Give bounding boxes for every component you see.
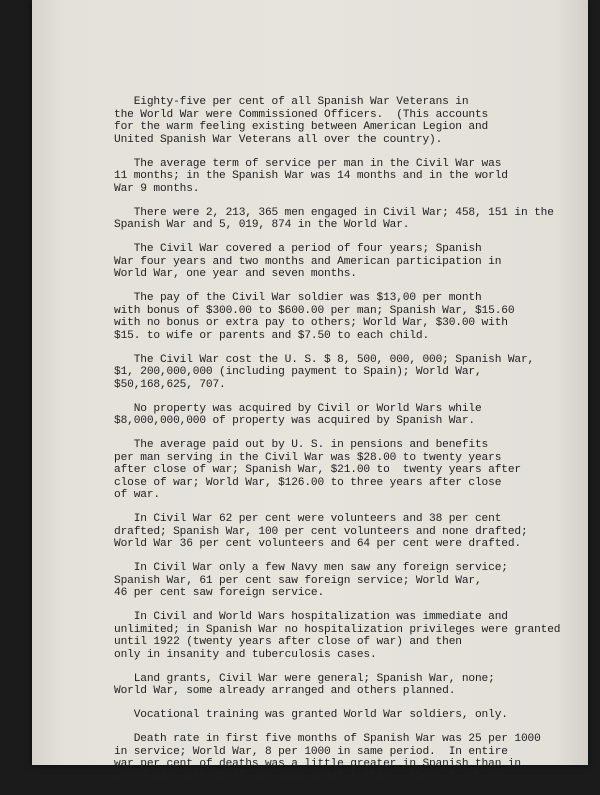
text-line: The pay of the Civil War soldier was $13,00 per month xyxy=(114,292,482,304)
text-line: The average paid out by U. S. in pensions and benefits xyxy=(114,439,489,451)
paragraph xyxy=(114,513,570,551)
text-line: Eighty-five per cent of all Spanish War Veterans in xyxy=(114,96,469,108)
text-line: War four years and two months and American participation in xyxy=(114,255,502,268)
text-line: only in insanity and tuberculosis cases. xyxy=(114,648,377,661)
text-line: with no bonus or extra pay to others; World War, $30.00 with xyxy=(114,317,508,329)
text-line: World War with Civil War much greater than either of others. xyxy=(114,770,508,783)
text-line: 11 months; in the Spanish War was 14 months and in the world xyxy=(114,170,508,182)
text-line: war per cent of deaths was a little greater in Spanish than in xyxy=(114,758,521,770)
text-line: $50,168,625, 707. xyxy=(114,378,226,391)
text-line: after close of war; Spanish War, $21.00 to twenty years after xyxy=(114,464,521,476)
text-line: per man serving in the Civil War was $28.00 to twenty years xyxy=(114,451,502,464)
text-line: The Civil War cost the U. S. $ 8, 500, 000, 000; Spanish War, xyxy=(114,353,535,366)
paragraph xyxy=(114,611,570,661)
text-line: 46 per cent saw foreign service. xyxy=(114,587,325,599)
text-line: In Civil War only a few Navy men saw any foreign service; xyxy=(114,562,508,574)
text-line: War 9 months. xyxy=(114,182,200,195)
paragraph xyxy=(114,439,570,502)
text-line: drafted; Spanish War, 100 per cent volunteers and none drafted; xyxy=(114,525,528,538)
paragraph xyxy=(114,709,570,722)
text-line: The Civil War covered a period of four years; Spanish xyxy=(114,243,482,255)
text-line: United Spanish War Veterans all over the country). xyxy=(114,133,443,146)
text-line: The average term of service per man in the Civil War was xyxy=(114,157,502,170)
paragraph xyxy=(114,733,570,783)
text-line: until 1922 (twenty years after close of war) and then xyxy=(114,636,462,648)
text-line: $8,000,000,000 of property was acquired by Spanish War. xyxy=(114,415,475,427)
text-line: World War, one year and seven months. xyxy=(114,268,357,280)
text-line: Death rate in first five months of Spanish War was 25 per 1000 xyxy=(114,733,541,745)
text-line: of war. xyxy=(114,489,160,501)
paragraph xyxy=(114,562,570,600)
text-line: World War 36 per cent volunteers and 64 per cent were drafted. xyxy=(114,538,521,550)
text-line: Land grants, Civil War were general; Spanish War, none; xyxy=(114,672,495,685)
text-line: Vocational training was granted World War soldiers, only. xyxy=(114,709,508,721)
text-line: in service; World War, 8 per 1000 in same period. In entire xyxy=(114,745,508,758)
text-line: World War, some already arranged and others planned. xyxy=(114,685,456,697)
text-line: $15. to wife or parents and $7.50 to each child. xyxy=(114,329,430,342)
paragraph xyxy=(114,158,570,196)
paragraph xyxy=(114,354,570,392)
text-line: In Civil War 62 per cent were volunteers and 38 per cent xyxy=(114,513,502,525)
text-line: No property was acquired by Civil or World Wars while xyxy=(114,402,482,415)
text-line: with bonus of $300.00 to $600.00 per man; Spanish War, $15.60 xyxy=(114,304,515,317)
paragraph xyxy=(114,207,570,232)
paragraph xyxy=(114,96,570,146)
text-line: the World War were Commissioned Officers. (This accounts xyxy=(114,108,489,121)
paragraph xyxy=(114,403,570,428)
paragraph xyxy=(114,292,570,342)
text-line: unlimited; in Spanish War no hospitalization privileges were granted xyxy=(114,623,561,636)
text-line: for the warm feeling existing between American Legion and xyxy=(114,121,489,133)
text-line: close of war; World War, $126.00 to three years after close xyxy=(114,476,502,489)
text-line: In Civil and World Wars hospitalization was immediate and xyxy=(114,611,508,623)
text-line: Spanish War and 5, 019, 874 in the World War. xyxy=(114,219,410,231)
text-line: $1, 200,000,000 (including payment to Spain); World War, xyxy=(114,366,482,378)
typewritten-body xyxy=(114,96,570,795)
paragraph xyxy=(114,243,570,281)
paragraph xyxy=(114,673,570,698)
text-line: There were 2, 213, 365 men engaged in Civil War; 458, 151 in the xyxy=(114,206,554,219)
text-line: Spanish War, 61 per cent saw foreign service; World War, xyxy=(114,574,482,587)
